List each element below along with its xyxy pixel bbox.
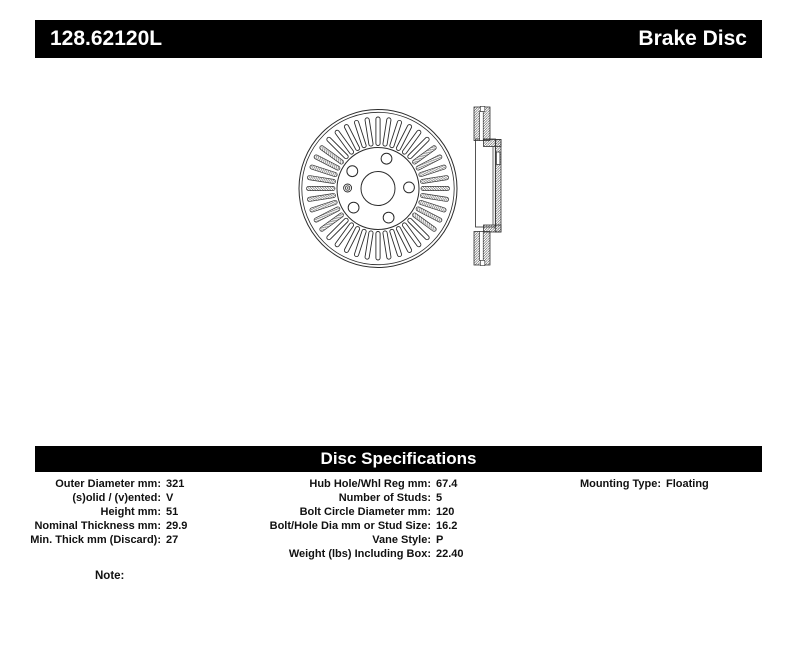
note-label: Note: (95, 570, 125, 582)
spec-row (20, 519, 187, 533)
spec-label: Hub Hole/Whl Reg mm: (309, 478, 431, 490)
spec-value: 16.2 (436, 520, 458, 532)
register-hole (344, 184, 352, 192)
spec-label: Height mm: (100, 506, 161, 518)
spec-label: Bolt Circle Diameter mm: (299, 506, 431, 518)
spec-label: Nominal Thickness mm: (34, 520, 161, 532)
spec-row (200, 491, 464, 505)
spec-label: Min. Thick mm (Discard): (30, 534, 161, 546)
spec-row (200, 477, 464, 491)
spec-column-right (500, 477, 709, 491)
brake-disc-front-view (299, 110, 457, 268)
spec-value: Floating (666, 478, 709, 490)
spec-section-bar (35, 446, 762, 472)
spec-row (500, 477, 709, 491)
header-bar (35, 20, 762, 58)
spec-row (200, 547, 464, 561)
spec-label: Mounting Type: (579, 478, 661, 490)
spec-row (20, 477, 187, 491)
spec-label: (s)olid / (v)ented: (72, 492, 161, 504)
spec-label: Vane Style: (372, 534, 431, 546)
part-number-text: 128.62120L (50, 27, 163, 50)
spec-label: Outer Diameter mm: (55, 478, 161, 490)
spec-value: 120 (436, 506, 455, 518)
spec-row (20, 505, 187, 519)
spec-value: 22.40 (436, 548, 464, 560)
spec-section-title: Disc Specifications (320, 449, 477, 468)
spec-label: Bolt/Hole Dia mm or Stud Size: (269, 520, 431, 532)
spec-value: 67.4 (436, 478, 458, 490)
spec-row (200, 519, 464, 533)
spec-row (20, 491, 187, 505)
spec-row (200, 533, 464, 547)
spec-column-left (20, 477, 187, 547)
spec-label: Weight (lbs) Including Box: (288, 548, 431, 560)
spec-value: 27 (166, 534, 179, 546)
spec-row (200, 505, 464, 519)
spec-row (20, 533, 187, 547)
spec-value: 29.9 (166, 520, 188, 532)
spec-value: 51 (166, 506, 179, 518)
product-title-text: Brake Disc (638, 27, 747, 50)
spec-value: P (436, 534, 444, 546)
spec-column-middle (200, 477, 464, 561)
spec-value: 5 (436, 492, 443, 504)
spec-value: V (166, 492, 174, 504)
spec-value: 321 (166, 478, 185, 490)
technical-drawing (270, 95, 515, 275)
spec-label: Number of Studs: (338, 492, 431, 504)
brake-disc-side-view (474, 106, 501, 265)
